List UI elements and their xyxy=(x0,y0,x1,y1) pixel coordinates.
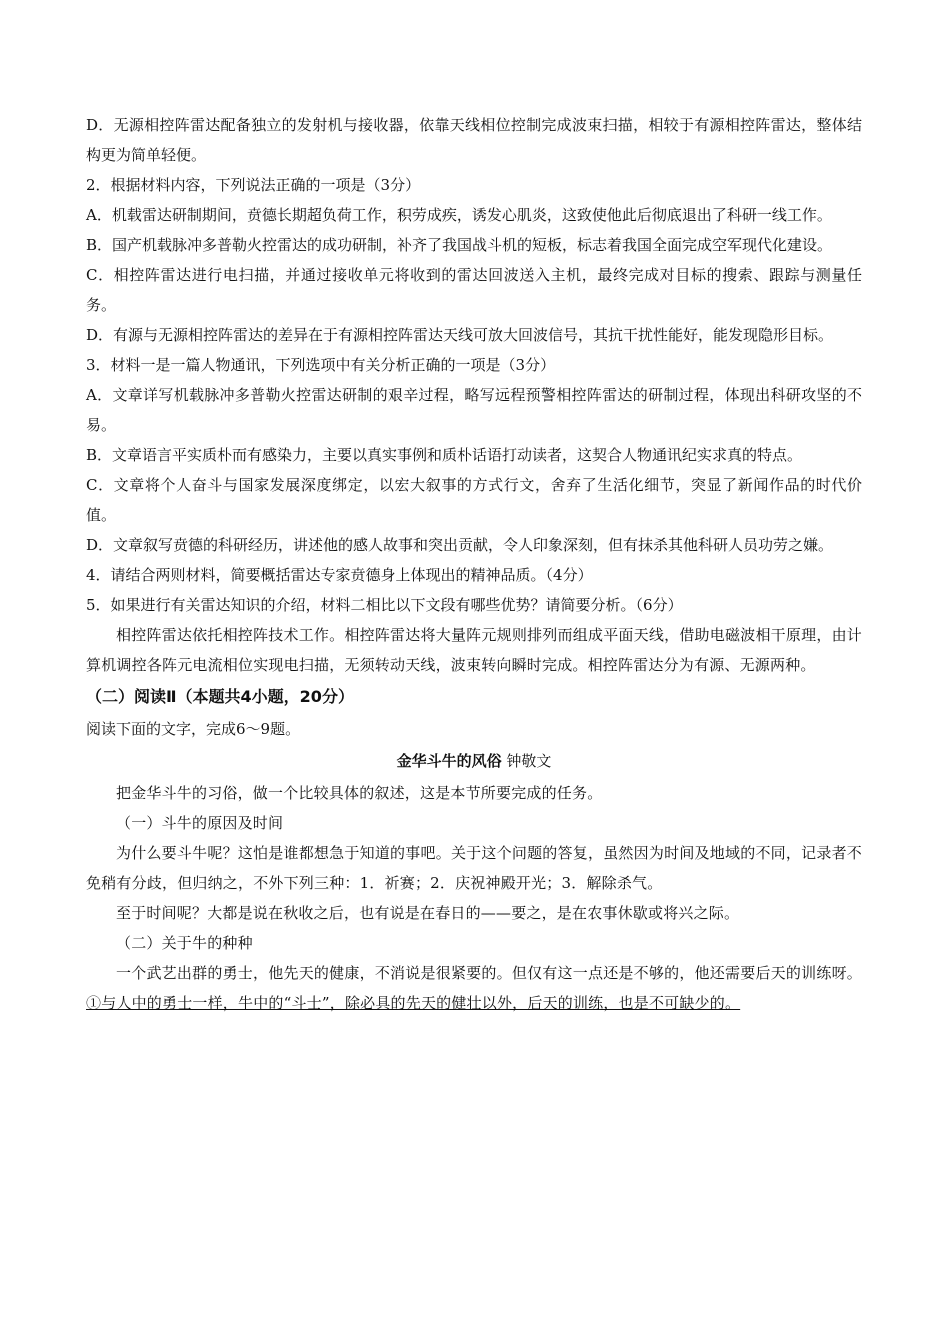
q2-option-a: A．机载雷达研制期间，贲德长期超负荷工作，积劳成疾，诱发心肌炎，这致使他此后彻底退出了科研一线工作。 xyxy=(86,206,832,224)
q2-option-b: B．国产机载脉冲多普勒火控雷达的成功研制，补齐了我国战斗机的短板，标志着我国全面完成空军现代化建设。 xyxy=(86,236,833,254)
q3-option-a: A．文章详写机载脉冲多普勒火控雷达研制的艰辛过程，略写远程预警相控阵雷达的研制过程，体现出科研攻坚的不易。 xyxy=(86,386,862,434)
q5-reference-passage: 相控阵雷达依托相控阵技术工作。相控阵雷达将大量阵元规则排列而组成平面天线，借助电磁波相干原理，由计算机调控各阵元电流相位实现电扫描，无须转动天线，波束转向瞬时完成。相控阵雷达分为有源、无源两种。 xyxy=(86,626,862,674)
passage-paragraph-4-text: 一个武艺出群的勇士，他先天的健康，不消说是很紧要的。但仅有这一点还是不够的，他还需要后天的训练呀。 xyxy=(116,964,862,982)
q3-option-d: D．文章叙写贲德的科研经历，讲述他的感人故事和突出贡献，令人印象深刻，但有抹杀其他科研人员功劳之嫌。 xyxy=(86,536,834,554)
q2-stem: 2．根据材料内容，下列说法正确的一项是（3分） xyxy=(86,176,421,194)
article-author: 钟敬文 xyxy=(506,752,552,770)
passage-paragraph-1: 把金华斗牛的习俗，做一个比较具体的叙述，这是本节所要完成的任务。 xyxy=(116,784,603,802)
q1-option-d: D．无源相控阵雷达配备独立的发射机与接收器，依靠天线相位控制完成波束扫描，相较于有源相控阵雷达，整体结构更为简单轻便。 xyxy=(86,116,862,164)
q3-option-b: B．文章语言平实质朴而有感染力，主要以真实事例和质朴话语打动读者，这契合人物通讯纪实求真的特点。 xyxy=(86,446,803,464)
section-instruction: 阅读下面的文字，完成6～9题。 xyxy=(86,720,301,738)
passage-paragraph-3: 至于时间呢？大都是说在秋收之后，也有说是在春日的——要之，是在农事休歇或将兴之际。 xyxy=(116,904,740,922)
q4-stem: 4．请结合两则材料，简要概括雷达专家贲德身上体现出的精神品质。（4分） xyxy=(86,566,593,584)
passage-paragraph-4 xyxy=(86,958,862,1018)
article-title-line xyxy=(86,744,862,778)
q5-stem: 5．如果进行有关雷达知识的介绍，材料二相比以下文段有哪些优势？请简要分析。（6分） xyxy=(86,596,683,614)
q3-stem: 3．材料一是一篇人物通讯，下列选项中有关分析正确的一项是（3分） xyxy=(86,356,556,374)
q2-option-c: C．相控阵雷达进行电扫描，并通过接收单元将收到的雷达回波送入主机，最终完成对目标的搜索、跟踪与测量任务。 xyxy=(86,266,862,314)
passage-subheading-2: （二）关于牛的种种 xyxy=(116,934,253,952)
section-heading: （二）阅读Ⅱ（本题共4小题，20分） xyxy=(86,687,354,706)
exam-page xyxy=(86,110,862,1018)
q3-option-c: C．文章将个人奋斗与国家发展深度绑定，以宏大叙事的方式行文，舍弃了生活化细节，突显了新闻作品的时代价值。 xyxy=(86,476,862,524)
underlined-sentence-1: ①与人中的勇士一样，牛中的“斗士”，除必具的先天的健壮以外，后天的训练，也是不可缺少的。 xyxy=(86,994,741,1012)
passage-subheading-1: （一）斗牛的原因及时间 xyxy=(116,814,284,832)
article-title: 金华斗牛的风俗 xyxy=(396,752,502,770)
passage-paragraph-2: 为什么要斗牛呢？这怕是谁都想急于知道的事吧。关于这个问题的答复，虽然因为时间及地域的不同，记录者不免稍有分歧，但归纳之，不外下列三种：1．祈赛；2．庆祝神殿开光；3．解除杀气。 xyxy=(86,844,862,892)
q2-option-d: D．有源与无源相控阵雷达的差异在于有源相控阵雷达天线可放大回波信号，其抗干扰性能好，能发现隐形目标。 xyxy=(86,326,834,344)
